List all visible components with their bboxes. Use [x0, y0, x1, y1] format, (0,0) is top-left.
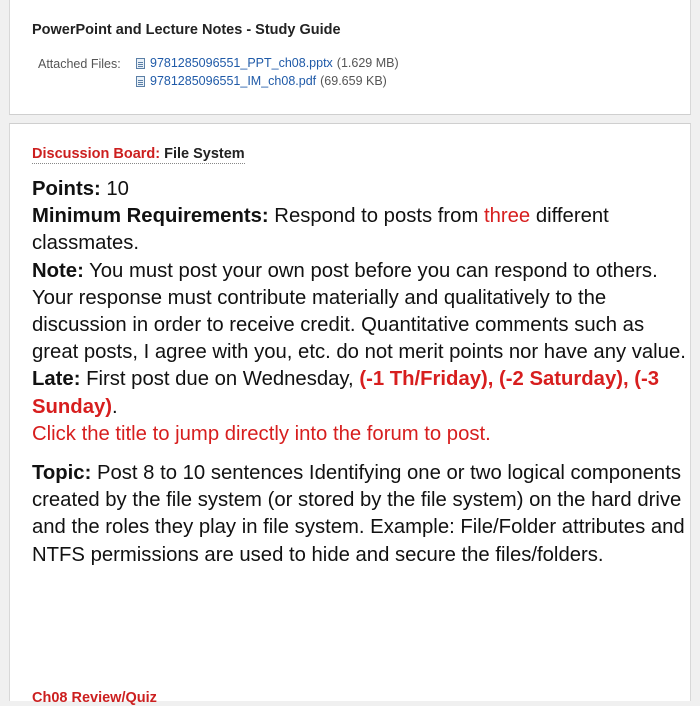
min-req-text: Respond to posts from [274, 205, 479, 228]
attached-file-row [136, 74, 387, 88]
study-guide-title[interactable]: PowerPoint and Lecture Notes - Study Guide [32, 22, 341, 38]
points-label: Points: [32, 178, 101, 200]
topic-text: Post 8 to 10 sentences Identifying one or two logical components created by the file system (or stored by the file system) on the hard drive and the roles they play in file system. Example: File/Folder attributes and NTFS permissions are used to hide and secure the files/folders. [32, 462, 685, 566]
points-line [32, 176, 692, 203]
note-label: Note: [32, 259, 84, 282]
attached-file-link-pptx[interactable]: 9781285096551_PPT_ch08.pptx [150, 56, 333, 70]
late-label: Late: [32, 368, 81, 391]
late-line [32, 366, 692, 420]
discussion-description [32, 176, 692, 569]
points-value: 10 [106, 178, 129, 200]
minimum-requirements-line [32, 203, 692, 257]
attached-file-row [136, 56, 399, 70]
file-size: (1.629 MB) [336, 56, 399, 70]
note-text: You must post your own post before you can respond to others. Your response must contribute materially and qualitatively to the discussion in order to receive credit. Quantitative comments such as great posts, I agree with you, etc. do not merit points nor have any value. [32, 259, 686, 364]
min-req-highlight: three [483, 205, 531, 228]
file-icon [136, 58, 145, 69]
topic-line [32, 460, 692, 569]
discussion-board-title: File System [164, 146, 245, 162]
attached-file-link-pdf[interactable]: 9781285096551_IM_ch08.pdf [150, 74, 317, 88]
late-period: . [112, 395, 118, 418]
discussion-board-link[interactable] [32, 146, 245, 164]
next-item-title[interactable]: Ch08 Review/Quiz [32, 690, 157, 706]
file-size: (69.659 KB) [320, 74, 387, 88]
late-penalties: (-1 Th/Friday), (-2 Saturday), (-3 Sunday) [32, 368, 660, 418]
file-icon [136, 76, 145, 87]
discussion-panel [9, 123, 691, 706]
topic-label: Topic: [32, 462, 92, 485]
click-title-instruction: Click the title to jump directly into the forum to post. [32, 422, 491, 445]
note-line [32, 258, 692, 367]
min-req-label: Minimum Requirements: [32, 205, 269, 228]
spacer [32, 448, 692, 460]
late-text: First post due on Wednesday, [86, 368, 354, 391]
attached-files-label: Attached Files: [38, 57, 121, 71]
min-req-text-end: different classmates. [32, 205, 609, 255]
discussion-board-prefix: Discussion Board: [32, 146, 161, 162]
study-guide-panel [9, 0, 691, 115]
